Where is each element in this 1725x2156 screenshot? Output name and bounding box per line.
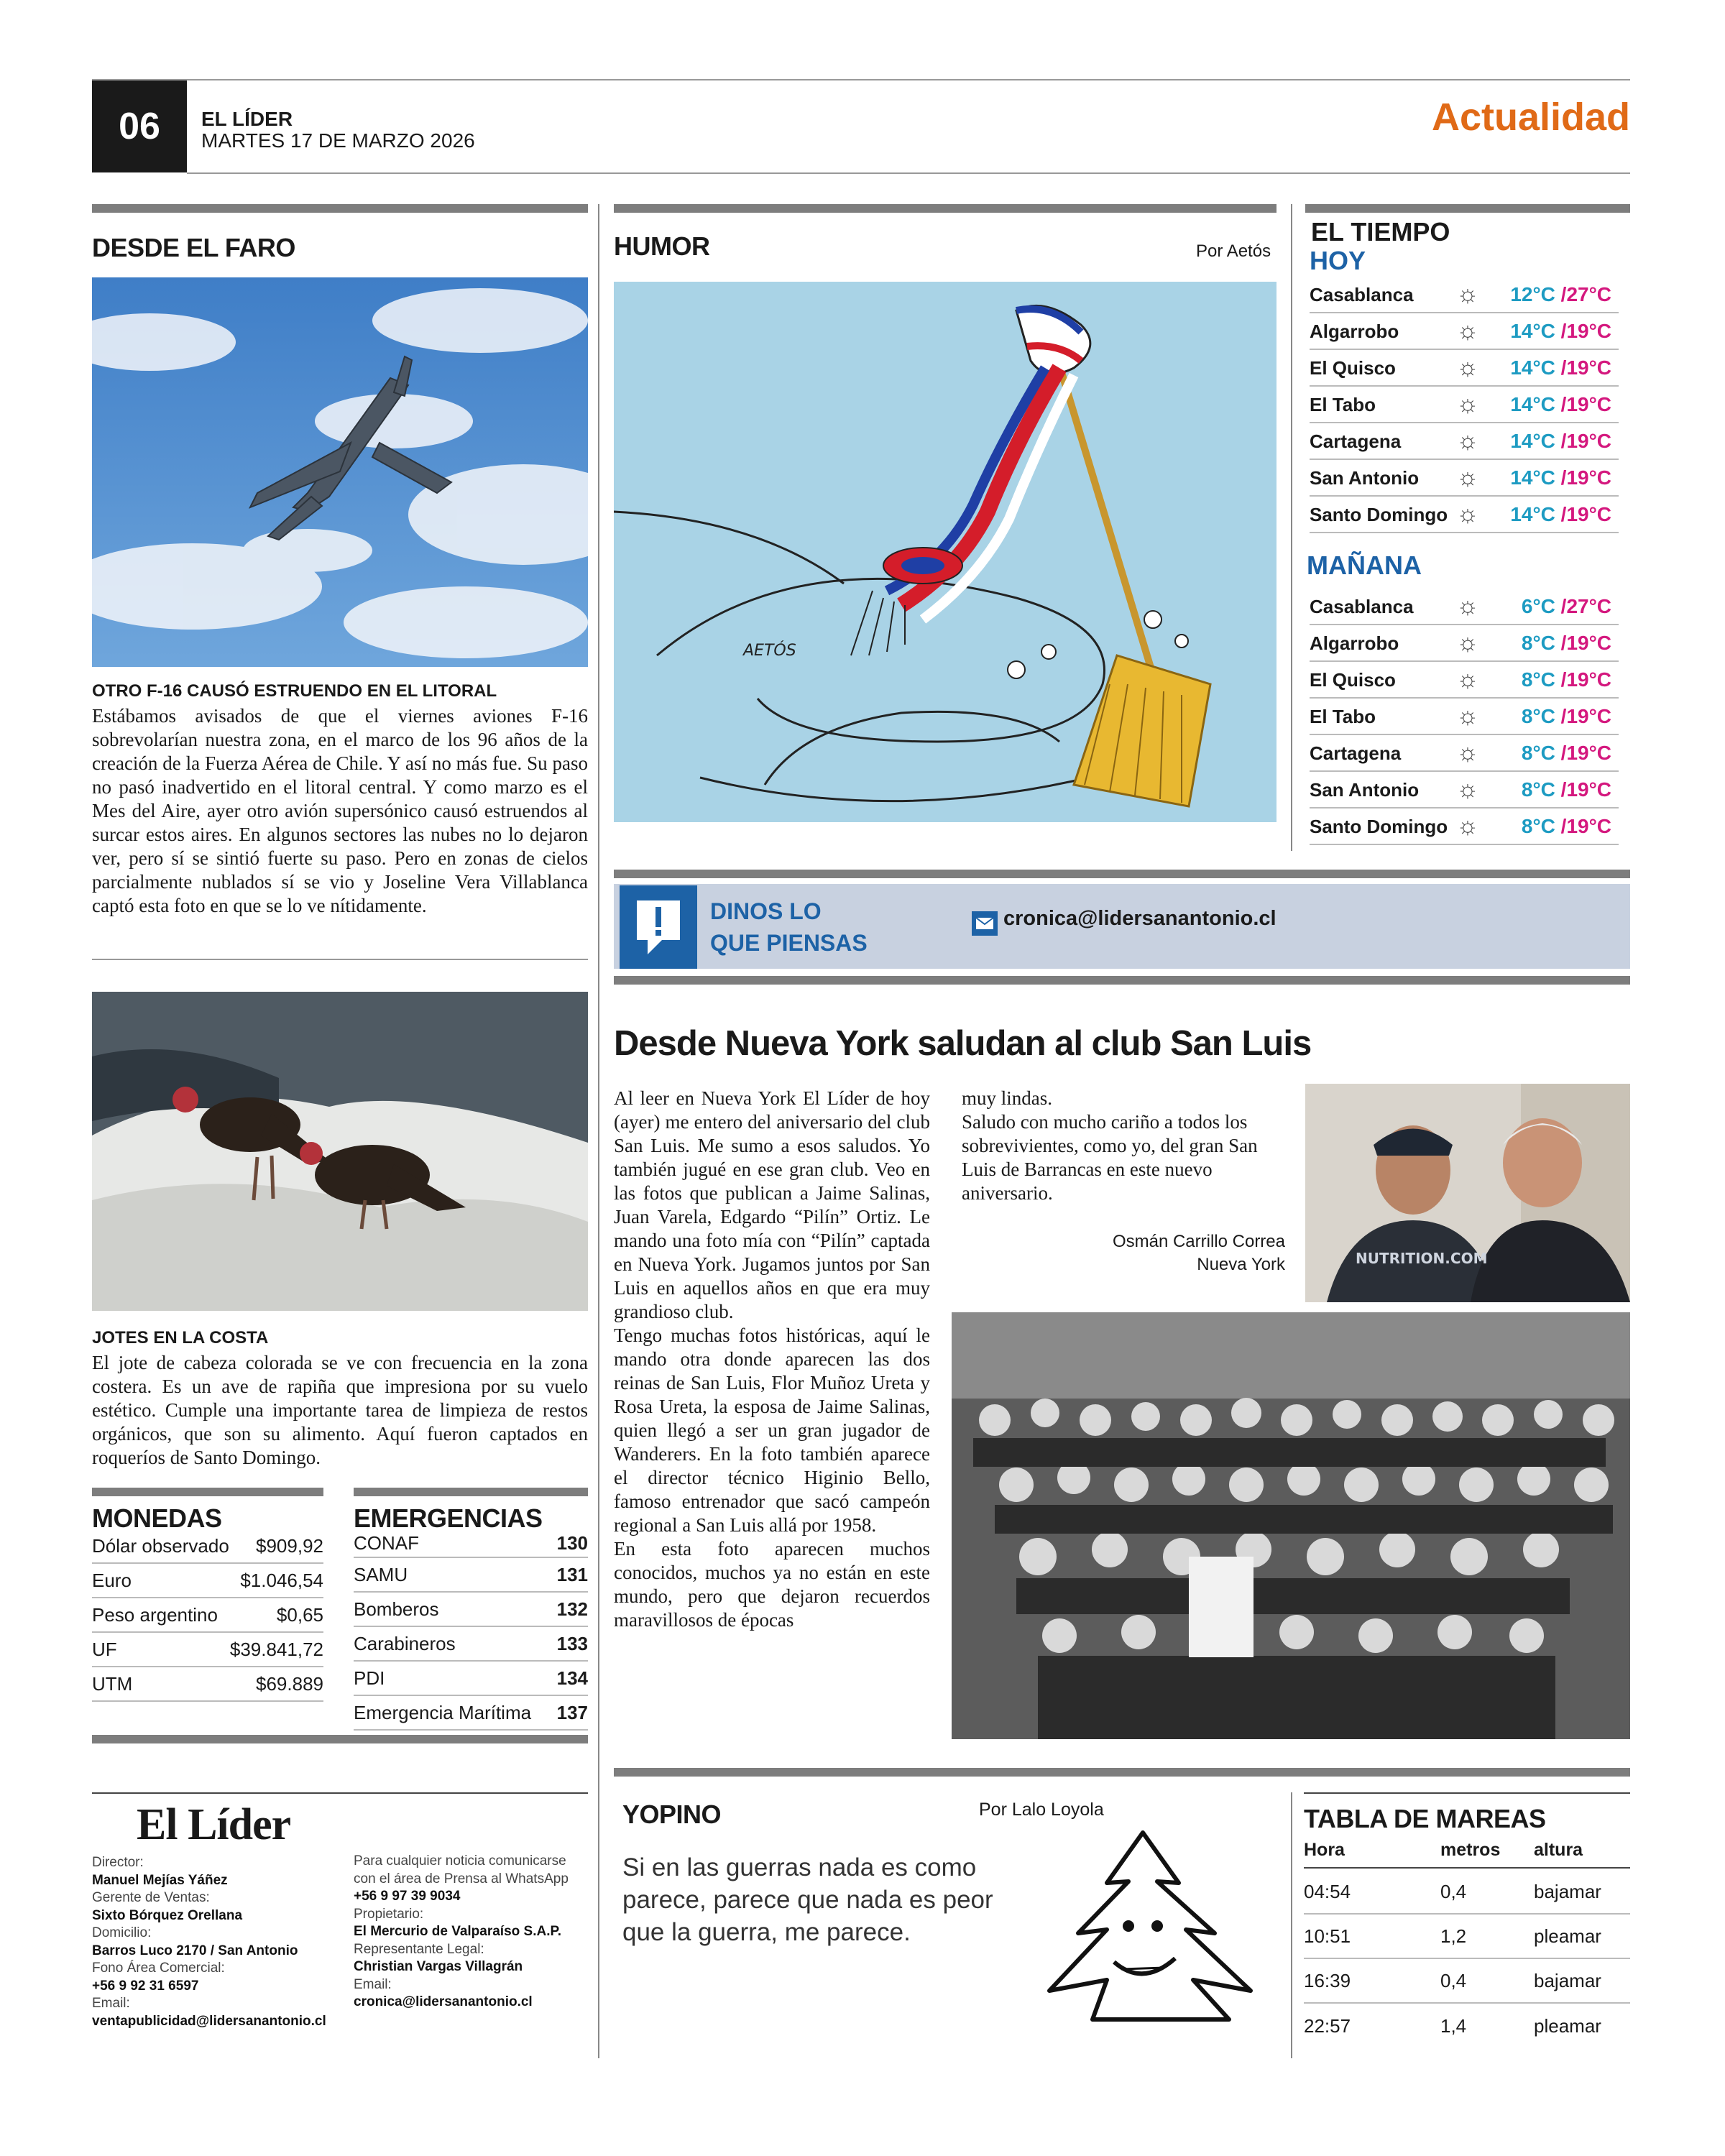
temp-min: 14°C — [1510, 430, 1555, 452]
monedas-row: UTM $69.889 — [92, 1667, 323, 1702]
weather-city: San Antonio — [1310, 778, 1420, 801]
partly-sunny-icon: ☼ — [1456, 593, 1479, 619]
dinos-email[interactable]: cronica@lidersanantonio.cl — [1003, 907, 1276, 930]
weather-city: El Tabo — [1310, 705, 1376, 727]
yopino-author: Por Lalo Loyola — [979, 1800, 1104, 1820]
weather-city: El Tabo — [1310, 393, 1376, 415]
partly-sunny-icon: ☼ — [1456, 666, 1479, 693]
group-photo — [952, 1312, 1630, 1739]
monedas-top-bar — [92, 1488, 323, 1496]
page-number: 06 — [92, 80, 187, 172]
temp-max: 19°C — [1566, 356, 1611, 379]
temp-min: 8°C — [1521, 668, 1555, 691]
weather-top-bar — [1305, 204, 1630, 213]
temp-min: 14°C — [1510, 466, 1555, 489]
yopino-title: YOPINO — [622, 1800, 722, 1829]
temp-max: 19°C — [1566, 393, 1611, 415]
weather-temp: 8°C /19°C — [1521, 815, 1611, 837]
weather-row — [1310, 773, 1619, 808]
temp-min: 12°C — [1510, 283, 1555, 305]
monedas-row: Peso argentino $0,65 — [92, 1598, 323, 1633]
letter-title: Desde Nueva York saludan al club San Luis — [614, 1024, 1312, 1063]
weather-city: San Antonio — [1310, 466, 1420, 489]
weather-city: Casablanca — [1310, 595, 1414, 617]
temp-max: 19°C — [1566, 668, 1611, 691]
weather-row — [1310, 424, 1619, 460]
weather-temp: 8°C /19°C — [1521, 632, 1611, 654]
faro-divider — [92, 959, 588, 960]
weather-row — [1310, 387, 1619, 423]
weather-row — [1310, 497, 1619, 533]
paper-date: MARTES 17 DE MARZO 2026 — [201, 129, 475, 152]
humor-author: Por Aetós — [1196, 241, 1271, 261]
tide-row: 22:57 1,4 pleamar — [1304, 2014, 1601, 2037]
header-top-rule — [92, 79, 1630, 80]
weather-city: Santo Domingo — [1310, 815, 1448, 837]
emergencias-row: SAMU 131 — [354, 1558, 588, 1593]
temp-max: 19°C — [1566, 320, 1611, 342]
header-bottom-rule — [187, 172, 1630, 174]
partly-sunny-icon: ☼ — [1456, 281, 1479, 308]
staff-logo: El Líder — [137, 1800, 291, 1849]
cartoon-signature: AETÓS — [743, 642, 796, 660]
staff-right: Para cualquier noticia comunicarse con el área de Prensa al WhatsApp +56 9 97 39 9034 Propietario: El Mercurio de Valparaíso S.A.P. Representante Legal: Christian Vargas Villagrán Email: cronica@lidersanantonio.cl — [354, 1853, 569, 2009]
partly-sunny-icon: ☼ — [1456, 428, 1479, 454]
section-name: Actualidad — [1431, 96, 1630, 139]
dinos-bottom-bar — [614, 976, 1630, 985]
letter-signature: Osmán Carrillo Correa Nueva York — [1112, 1232, 1285, 1274]
dinos-title: DINOS LO QUE PIENSAS — [710, 898, 868, 956]
weather-city: Cartagena — [1310, 430, 1402, 452]
partly-sunny-icon: ☼ — [1456, 776, 1479, 803]
f16-headline: OTRO F-16 CAUSÓ ESTRUENDO EN EL LITORAL — [92, 681, 497, 701]
weather-city: Algarrobo — [1310, 632, 1399, 654]
weather-temp: 14°C /19°C — [1510, 320, 1611, 342]
tide-row: 10:51 1,2 pleamar — [1304, 1915, 1630, 1959]
svg-text:NUTRITION.COM: NUTRITION.COM — [1356, 1250, 1488, 1267]
temp-max: 19°C — [1566, 466, 1611, 489]
emergencias-top-bar — [354, 1488, 588, 1496]
f16-photo — [92, 277, 588, 667]
mail-icon — [972, 911, 998, 936]
alert-icon — [620, 885, 697, 969]
temp-max: 19°C — [1566, 778, 1611, 801]
vultures-photo — [92, 992, 588, 1311]
temp-max: 19°C — [1566, 430, 1611, 452]
partly-sunny-icon: ☼ — [1456, 464, 1479, 491]
temp-min: 8°C — [1521, 742, 1555, 764]
left-bottom-bar — [92, 1735, 588, 1743]
weather-temp: 14°C /19°C — [1510, 393, 1611, 415]
partly-sunny-icon: ☼ — [1456, 630, 1479, 656]
monedas-row: UF $39.841,72 — [92, 1633, 323, 1667]
temp-max: 27°C — [1566, 595, 1611, 617]
temp-max: 19°C — [1566, 815, 1611, 837]
weather-city: Algarrobo — [1310, 320, 1399, 342]
weather-temp: 6°C /27°C — [1521, 595, 1611, 617]
humor-top-bar — [614, 204, 1276, 213]
partly-sunny-icon: ☼ — [1456, 501, 1479, 528]
humor-title: HUMOR — [614, 231, 710, 261]
weather-row — [1310, 699, 1619, 735]
faro-title: DESDE EL FARO — [92, 233, 295, 262]
weather-temp: 8°C /19°C — [1521, 742, 1611, 764]
vultures-text: El jote de cabeza colorada se ve con frecuencia en la zona costera. Es un ave de rapiña que impresiona por su vuelo estético. Cumple una importante tarea de limpieza de restos orgánicos, que son su alimento. Aquí fueron captados en roqueríos de Santo Domingo. — [92, 1352, 588, 1468]
weather-city: Santo Domingo — [1310, 503, 1448, 525]
weather-row — [1310, 663, 1619, 699]
f16-text: Estábamos avisados de que el viernes aviones F-16 sobrevolarían nuestra zona, en el marco de los 96 años de la creación de la Fuerza Aérea de Chile. Y así no más fue. Su paso no pasó inadvertido en el litoral central. Y como marzo es el Mes del Aire, ayer otro avión supersónico causó estruendos al surcar estos aires. En algunos sectores las nubes no lo dejaron ver, pero sí se sintió fuerte su paso. Pero en zonas de cielos parcialmente nublados sí se vio y Joseline Vera Villablanca captó esta foto en que se lo ve nítidamente. — [92, 705, 588, 916]
column-rule-left — [598, 204, 599, 2058]
weather-temp: 12°C /27°C — [1510, 283, 1611, 305]
weather-row — [1310, 314, 1619, 350]
tide-row: 16:39 0,4 bajamar — [1304, 1959, 1630, 2004]
temp-min: 14°C — [1510, 503, 1555, 525]
partly-sunny-icon: ☼ — [1456, 740, 1479, 766]
weather-title: EL TIEMPO — [1311, 217, 1450, 247]
weather-temp: 14°C /19°C — [1510, 356, 1611, 379]
temp-min: 14°C — [1510, 356, 1555, 379]
emergencias-row: Carabineros 133 — [354, 1627, 588, 1662]
temp-max: 19°C — [1566, 742, 1611, 764]
monedas-title: MONEDAS — [92, 1503, 222, 1533]
partly-sunny-icon: ☼ — [1456, 318, 1479, 344]
partly-sunny-icon: ☼ — [1456, 391, 1479, 418]
temp-min: 6°C — [1521, 595, 1555, 617]
partly-sunny-icon: ☼ — [1456, 813, 1479, 839]
weather-temp: 8°C /19°C — [1521, 778, 1611, 801]
emergencias-row: CONAF 130 — [354, 1529, 588, 1558]
column-rule-mareas — [1291, 1792, 1292, 2058]
weather-row — [1310, 277, 1619, 313]
friends-photo — [1305, 1084, 1630, 1302]
weather-row — [1310, 809, 1619, 845]
letter-column-2: muy lindas. Saludo con mucho cariño a todos los sobrevivientes, como yo, del gran San Luis de Barrancas en este nuevo aniversario. — [962, 1087, 1258, 1204]
weather-tomorrow-label: MAÑANA — [1307, 550, 1422, 580]
staff-top-rule — [92, 1792, 588, 1794]
mid-bottom-bar — [614, 1768, 1630, 1777]
yopino-quote: Si en las guerras nada es como parece, parece que nada es peor que la guerra, me parece. — [622, 1853, 993, 1946]
staff-left: Director: Manuel Mejías Yáñez Gerente de Ventas: Sixto Bórquez Orellana Domicilio: Barros Luco 2170 / San Antonio Fono Área Comercial: +56 9 92 31 6597 Email: ventapublicidad@lidersanantonio.cl — [92, 1855, 326, 2029]
paper-name: EL LÍDER — [201, 108, 293, 130]
humor-cartoon — [614, 282, 1276, 822]
vultures-headline: JOTES EN LA COSTA — [92, 1328, 269, 1348]
column-rule-right — [1291, 204, 1292, 851]
temp-max: 19°C — [1566, 632, 1611, 654]
monedas-row: Euro $1.046,54 — [92, 1564, 323, 1598]
mareas-title: TABLA DE MAREAS — [1304, 1804, 1546, 1833]
partly-sunny-icon: ☼ — [1456, 703, 1479, 729]
weather-city: Cartagena — [1310, 742, 1402, 764]
weather-row — [1310, 626, 1619, 662]
temp-max: 27°C — [1566, 283, 1611, 305]
partly-sunny-icon: ☼ — [1456, 354, 1479, 381]
weather-row — [1310, 736, 1619, 772]
temp-min: 8°C — [1521, 632, 1555, 654]
emergencias-row: PDI 134 — [354, 1662, 588, 1696]
weather-city: El Quisco — [1310, 356, 1396, 379]
monedas-row: Dólar observado $909,92 — [92, 1529, 323, 1564]
emergencias-title: EMERGENCIAS — [354, 1503, 543, 1533]
faro-top-bar — [92, 204, 588, 213]
temp-min: 8°C — [1521, 778, 1555, 801]
temp-max: 19°C — [1566, 705, 1611, 727]
temp-max: 19°C — [1566, 503, 1611, 525]
mareas-header: Hora metros altura — [1304, 1840, 1630, 1869]
weather-row — [1310, 351, 1619, 387]
dinos-top-bar — [614, 870, 1630, 878]
temp-min: 14°C — [1510, 320, 1555, 342]
weather-temp: 14°C /19°C — [1510, 503, 1611, 525]
weather-temp: 8°C /19°C — [1521, 668, 1611, 691]
temp-min: 8°C — [1521, 815, 1555, 837]
weather-row — [1310, 461, 1619, 497]
letter-column-1: Al leer en Nueva York El Líder de hoy (ayer) me entero del aniversario del club San Luis. Me sumo a esos saludos. Yo también jugué en ese gran club. Veo en las fotos que publican a Jaime Salinas, Juan Varela, Edgardo “Pilín” Ortiz. Le mando una foto mía con “Pilín” captada en Nueva York. Jugamos juntos por San Luis en aquellos años en que era muy grandioso club. Tengo muchas fotos históricas, aquí le mando otra donde aparecen las dos reinas de San Luis, Flor Muñoz Ureta y Rosa Ureta, la esposa de Jaime Salinas, quien llegó a ser un gran jugador de Wanderers. En la foto también aparece el director técnico Higinio Bello, famoso entrenador que sacó campeón regional a San Luis allá por 1958. En esta foto aparecen muchos conocidos, muchos ya no están en este mundo, pero que dejaron recuerdos maravillosos de épocas — [614, 1087, 930, 1631]
emergencias-row: Emergencia Marítima 137 — [354, 1696, 588, 1731]
weather-temp: 14°C /19°C — [1510, 430, 1611, 452]
weather-today-label: HOY — [1310, 246, 1366, 275]
temp-min: 14°C — [1510, 393, 1555, 415]
weather-temp: 14°C /19°C — [1510, 466, 1611, 489]
weather-city: Casablanca — [1310, 283, 1414, 305]
weather-temp: 8°C /19°C — [1521, 705, 1611, 727]
weather-city: El Quisco — [1310, 668, 1396, 691]
weather-row — [1310, 589, 1619, 625]
pine-tree-drawing — [1021, 1825, 1265, 2027]
emergencias-row: Bomberos 132 — [354, 1593, 588, 1627]
mareas-top-rule — [1304, 1792, 1630, 1794]
temp-min: 8°C — [1521, 705, 1555, 727]
tide-row: 04:54 0,4 bajamar — [1304, 1870, 1630, 1915]
